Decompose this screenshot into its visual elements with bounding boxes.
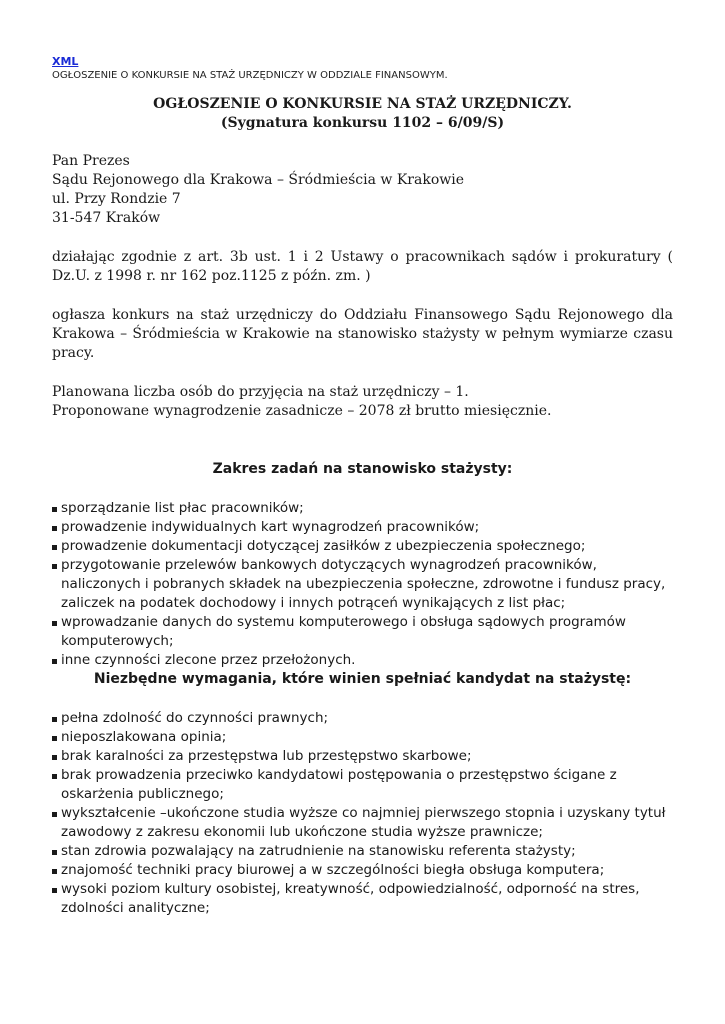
document-title: OGŁOSZENIE O KONKURSIE NA STAŻ URZĘDNICZY. xyxy=(153,96,572,112)
list-item: prowadzenie dokumentacji dotyczącej zasiłków z ubezpieczenia społecznego; xyxy=(52,537,673,556)
list-item: wysoki poziom kultury osobistej, kreatywność, odpowiedzialność, odporność na stres, zdolności analityczne; xyxy=(52,880,673,918)
list-item: sporządzanie list płac pracowników; xyxy=(52,499,673,518)
announcement-paragraph: ogłasza konkurs na staż urzędniczy do Oddziału Finansowego Sądu Rejonowego dla Krakowa – Śródmieścia w Krakowie na stanowisko stażysty w pełnym wymiarze czasu pracy. xyxy=(52,307,673,361)
list-item: znajomość techniki pracy biurowej a w szczególności biegła obsługa komputera; xyxy=(52,861,673,880)
address-line: 31-547 Kraków xyxy=(52,210,161,226)
requirements-heading: Niezbędne wymagania, które winien spełniać kandydat na stażystę: xyxy=(93,671,632,687)
address-line: Sądu Rejonowego dla Krakowa – Śródmieścia w Krakowie xyxy=(52,172,464,188)
xml-link[interactable]: XML xyxy=(52,55,79,68)
list-item: prowadzenie indywidualnych kart wynagrodzeń pracowników; xyxy=(52,518,673,537)
document-title-block xyxy=(52,95,673,133)
address-block xyxy=(52,152,673,228)
document-body xyxy=(52,95,673,918)
list-item: przygotowanie przelewów bankowych dotyczących wynagrodzeń pracowników, naliczonych i pobranych składek na ubezpieczenia społeczne, zdrowotne i fundusz pracy, zaliczek na podatek dochodowy i innych potrąceń wynikających z list płac; xyxy=(52,556,673,613)
list-item: wprowadzanie danych do systemu komputerowego i obsługa sądowych programów komputerowych; xyxy=(52,613,673,651)
planned-count: Planowana liczba osób do przyjęcia na staż urzędniczy – 1. xyxy=(52,384,469,400)
legal-basis-paragraph: działając zgodnie z art. 3b ust. 1 i 2 Ustawy o pracownikach sądów i prokuratury ( Dz.U. z 1998 r. nr 162 poz.1125 z późn. zm. ) xyxy=(52,249,673,284)
requirements-list xyxy=(52,709,673,918)
salary-info: Proponowane wynagrodzenie zasadnicze – 2078 zł brutto miesięcznie. xyxy=(52,403,552,419)
address-line: Pan Prezes xyxy=(52,153,130,169)
list-item: brak prowadzenia przeciwko kandydatowi postępowania o przestępstwo ścigane z oskarżenia publicznego; xyxy=(52,766,673,804)
document-reference: (Sygnatura konkursu 1102 – 6/09/S) xyxy=(220,115,505,131)
list-item: pełna zdolność do czynności prawnych; xyxy=(52,709,673,728)
list-item: nieposzlakowana opinia; xyxy=(52,728,673,747)
address-line: ul. Przy Rondzie 7 xyxy=(52,191,181,207)
list-item: inne czynności zlecone przez przełożonych. xyxy=(52,651,673,670)
list-item: stan zdrowia pozwalający na zatrudnienie na stanowisku referenta stażysty; xyxy=(52,842,673,861)
tasks-list xyxy=(52,499,673,670)
page-subtitle: OGŁOSZENIE O KONKURSIE NA STAŻ URZĘDNICZY W ODDZIALE FINANSOWYM. xyxy=(52,70,448,81)
tasks-heading: Zakres zadań na stanowisko stażysty: xyxy=(212,461,513,477)
list-item: wykształcenie –ukończone studia wyższe co najmniej pierwszego stopnia i uzyskany tytuł zawodowy z zakresu ekonomii lub ukończone studia wyższe prawnicze; xyxy=(52,804,673,842)
list-item: brak karalności za przestępstwa lub przestępstwo skarbowe; xyxy=(52,747,673,766)
plan-block xyxy=(52,383,673,421)
